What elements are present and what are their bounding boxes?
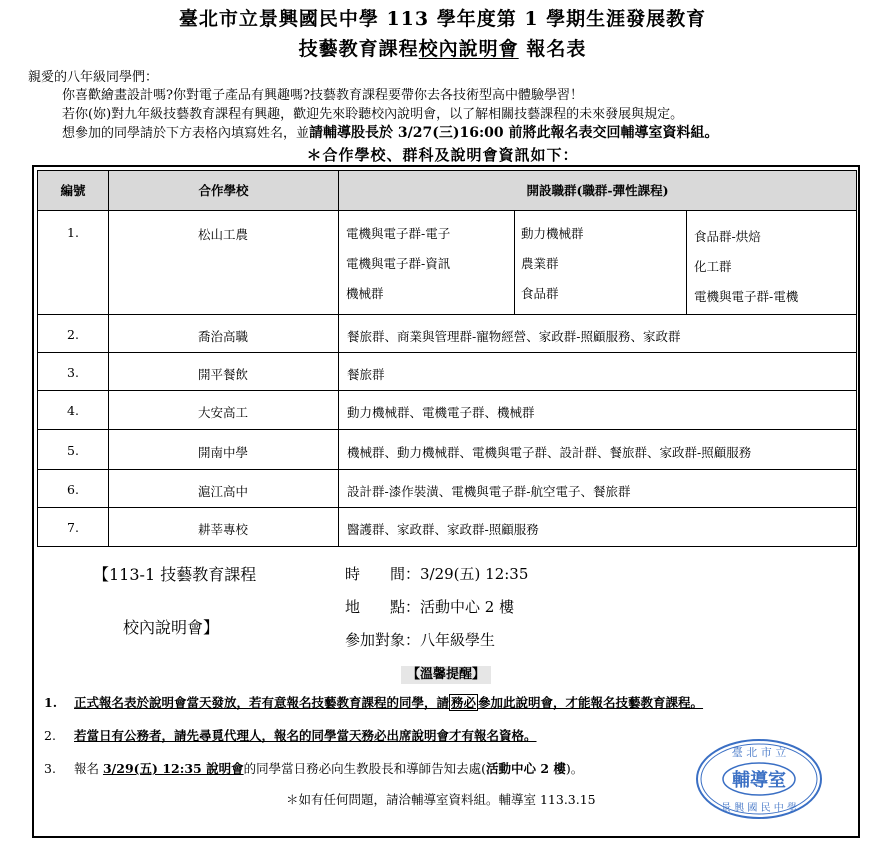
program-item: 化工群 [694,259,732,274]
svg-text:輔導室: 輔導室 [732,770,786,791]
header-programs: 開設職群(職群-彈性課程) [339,171,856,211]
reminder-text: 報名 [74,761,103,776]
row-school: 開南中學 [197,445,248,460]
session-time: 時 間：3/29(五) 12:35 [345,565,529,583]
program-item: 食品群 [521,286,559,301]
reminder-label: 【溫馨提醒】 [401,666,491,684]
program-item: 食品群-烘焙 [694,229,761,244]
header-school: 合作學校 [108,171,339,211]
reminder-text: 的同學當日務必向生教股長和導師告知去處( [243,761,486,776]
reminder-item-3 [44,759,583,777]
row-programs: 機械群、動力機械群、電機與電子群、設計群、餐旅群、家政群-照顧服務 [347,445,752,460]
program-item: 農業群 [521,256,559,271]
form-title: 臺北市立景興國民中學 113 學年度第 1 學期生涯發展教育 [178,8,707,30]
header-number: 編號 [38,171,108,211]
schools-table [37,170,857,547]
row-number: 7. [67,520,79,535]
subtitle-plain: 技藝教育課程 [298,38,419,60]
row-programs: 動力機械群、電機電子群、機械群 [347,405,535,420]
row-number: 4. [67,403,79,418]
svg-text:臺 北 市 立: 臺 北 市 立 [731,746,787,759]
reminder-emphasis: 3/29(五) 12:35 說明會 [102,761,244,776]
row-programs: 醫護群、家政群、家政群-照顧服務 [347,522,539,537]
intro-line-3-plain: 想參加的同學請於下方表格內填寫姓名，並 [62,126,310,141]
subtitle-underlined: 校內說明會 [418,38,519,60]
session-place: 地 點：活動中心 2 樓 [345,598,515,616]
session-title-box [93,562,256,638]
row-school: 大安高工 [197,405,248,420]
row-school: 耕莘專校 [197,522,248,537]
reminder-emphasis: 活動中心 2 樓 [485,761,566,776]
reminder-number: 2. [44,728,56,743]
intro-line-3 [62,122,718,142]
session-audience: 參加對象：八年級學生 [345,631,496,649]
intro-deadline: 請輔導股長於 3/27(三)16:00 前將此報名表交回輔導室資料組。 [309,125,719,141]
subtitle-tail: 報名表 [526,38,587,60]
program-item: 電機與電子群-資訊 [346,256,451,271]
program-item: 電機與電子群-電子 [346,226,451,241]
row-number: 1. [67,225,79,240]
row-number: 5. [67,443,79,458]
reminder-number: 1. [44,695,58,710]
program-item: 機械群 [346,286,384,301]
row-school: 開平餐飲 [197,367,248,382]
session-title-line-1: 【113-1 技藝教育課程 [93,565,257,584]
reminder-emphasis: 務必 [451,695,477,710]
row-programs: 餐旅群 [347,367,385,382]
section-heading: ＊合作學校、群科及說明會資訊如下： [306,146,579,164]
program-item: 動力機械群 [521,226,584,241]
intro-greeting: 親愛的八年級同學們： [28,70,159,85]
reminder-text: )。 [565,761,584,776]
program-item: 電機與電子群-電機 [694,289,799,304]
reminder-number: 3. [44,761,56,776]
row-school: 喬治高職 [197,329,248,344]
reminder-text: 若當日有公務者，請先尋覓代理人，報名的同學當天務必出席說明會才有報名資格。 [74,728,537,743]
svg-text:景 興 國 民 中 學: 景 興 國 民 中 學 [721,803,797,814]
intro-line-1: 你喜歡繪畫設計嗎?你對電子產品有興趣嗎?技藝教育課程要帶你去各技術型高中體驗學習！ [62,88,583,103]
intro-line-2: 若你(妳)對九年級技藝教育課程有興趣，歡迎先來聆聽校內說明會，以了解相關技藝課程的未來發展與規定。 [62,107,684,122]
footer-note: ＊如有任何問題，請洽輔導室資料組。輔導室 113.3.15 [286,792,596,807]
row-number: 2. [67,327,79,342]
office-seal [695,738,823,820]
reminder-text: 參加此說明會，才能報名技藝教育課程。 [478,695,704,710]
reminder-text: 正式報名表於說明會當天發放，若有意報名技藝教育課程的同學，請 [74,695,450,710]
row-school: 滬江高中 [197,484,248,499]
row-programs: 設計群-漆作裝潢、電機與電子群-航空電子、餐旅群 [347,484,631,499]
row-number: 6. [67,482,79,497]
row-number: 3. [67,365,79,380]
reminder-item-2 [44,726,537,744]
row-school: 松山工農 [197,227,248,242]
form-subtitle [0,34,885,61]
session-title-line-2: 校內說明會】 [123,618,220,637]
reminder-item-1 [44,693,703,711]
row-programs: 餐旅群、商業與管理群-寵物經營、家政群-照顧服務、家政群 [347,329,681,344]
